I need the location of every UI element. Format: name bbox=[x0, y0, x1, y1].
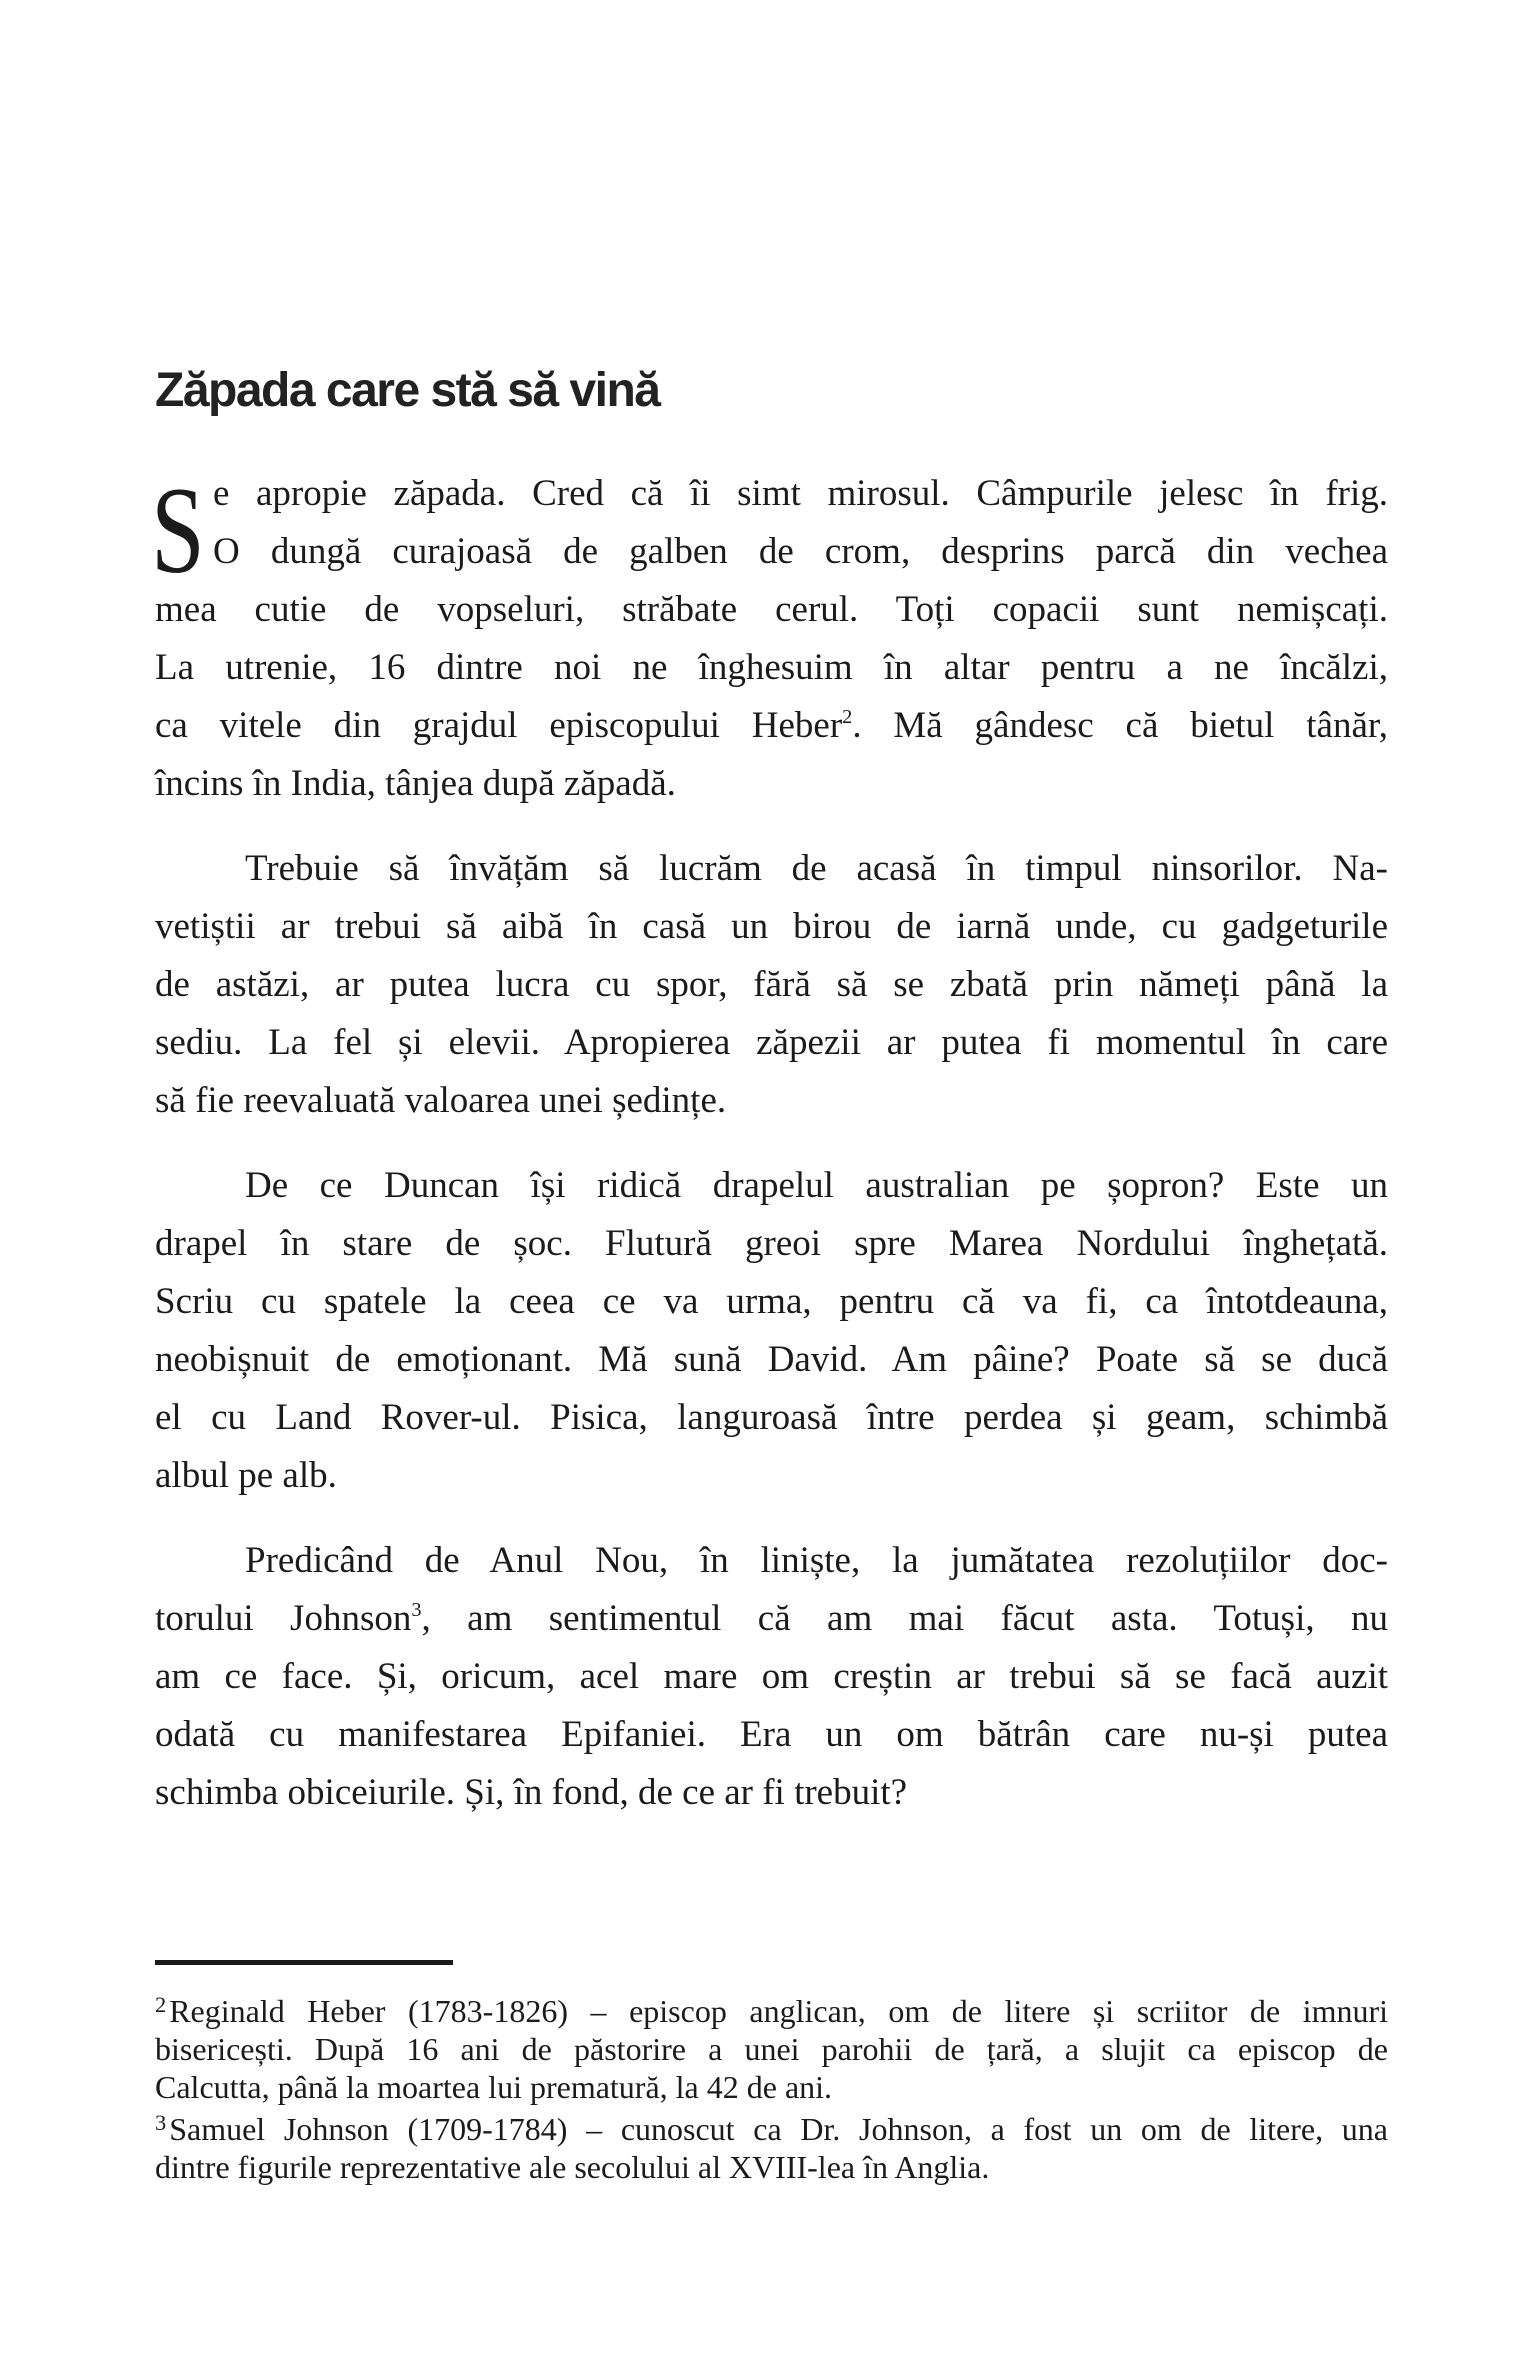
text-line: La utrenie, 16 dintre noi ne înghesuim în altar pentru a ne încălzi, bbox=[155, 647, 1388, 688]
text-line: de astăzi, ar putea lucra cu spor, fără să se zbată prin nămeți până la bbox=[155, 964, 1388, 1005]
footnote-ref-2[interactable]: 2 bbox=[842, 705, 853, 728]
footnotes bbox=[155, 1992, 1388, 2186]
text-line: sediu. La fel și elevii. Apropierea zăpezii ar putea fi momentul în care bbox=[155, 1022, 1388, 1063]
text-segment: Reginald Heber (1783-1826) – episcop anglican, om de litere și scriitor de imnuri bbox=[169, 1993, 1388, 2029]
text-line: mea cutie de vopseluri, străbate cerul. Toți copacii sunt nemișcați. bbox=[155, 589, 1388, 630]
text-line: vetiștii ar trebui să aibă în casă un birou de iarnă unde, cu gadgeturile bbox=[155, 906, 1388, 947]
footnote-number: 2 bbox=[155, 1991, 167, 2017]
text-line: schimba obiceiurile. Și, în fond, de ce ar fi trebuit? bbox=[155, 1772, 908, 1813]
text-line: O dungă curajoasă de galben de crom, desprins parcă din vechea bbox=[213, 531, 1388, 572]
footnote-ref-3[interactable]: 3 bbox=[411, 1598, 422, 1621]
text-line: drapel în stare de șoc. Flutură greoi spre Marea Nordului înghețată. bbox=[155, 1223, 1388, 1264]
footnote-3-line bbox=[155, 2110, 1388, 2148]
drop-cap: S bbox=[151, 462, 205, 599]
text-line bbox=[155, 1590, 1388, 1648]
footnote-separator bbox=[155, 1960, 453, 1965]
text-line: Scriu cu spatele la ceea ce va urma, pentru că va fi, ca întotdeauna, bbox=[155, 1281, 1388, 1322]
text-line: De ce Duncan își ridică drapelul australian pe șopron? Este un bbox=[245, 1165, 1388, 1206]
text-line: încins în India, tânjea după zăpadă. bbox=[155, 763, 676, 804]
text-line: Trebuie să învățăm să lucrăm de acasă în timpul ninsorilor. Na- bbox=[245, 848, 1388, 889]
text-line: e apropie zăpada. Cred că îi simt mirosul. Câmpurile jelesc în frig. bbox=[213, 473, 1388, 514]
footnote-number: 3 bbox=[155, 2109, 167, 2135]
footnote-2-line bbox=[155, 1992, 1388, 2030]
text-line: albul pe alb. bbox=[155, 1455, 337, 1496]
text-segment: ca vitele din grajdul episcopului Heber bbox=[155, 705, 843, 746]
text-segment: torului Johnson bbox=[155, 1598, 412, 1639]
text-segment: Samuel Johnson (1709-1784) – cunoscut ca Dr. Johnson, a fost un om de litere, una bbox=[169, 2111, 1388, 2147]
text-line: el cu Land Rover-ul. Pisica, languroasă între perdea și geam, schimbă bbox=[155, 1397, 1388, 1438]
text-line: odată cu manifestarea Epifaniei. Era un om bătrân care nu-și putea bbox=[155, 1714, 1388, 1755]
text-segment: , am sentimentul că am mai făcut asta. Totuși, nu bbox=[421, 1598, 1388, 1639]
footnote-3-line: dintre figurile reprezentative ale secolului al XVIII-lea în Anglia. bbox=[155, 2149, 990, 2185]
paragraph-3 bbox=[155, 1157, 1388, 1505]
footnote-2-line: bisericești. După 16 ani de păstorire a unei parohii de țară, a slujit ca episcop de bbox=[155, 2031, 1388, 2067]
text-line: neobișnuit de emoționant. Mă sună David. Am pâine? Poate să se ducă bbox=[155, 1339, 1388, 1380]
text-line: am ce face. Și, oricum, acel mare om creștin ar trebui să se facă auzit bbox=[155, 1656, 1388, 1697]
text-line bbox=[155, 697, 1388, 755]
paragraph-4 bbox=[155, 1532, 1388, 1822]
paragraph-1 bbox=[151, 462, 1388, 813]
text-segment: . Mă gândesc că bietul tânăr, bbox=[852, 705, 1388, 746]
text-line: să fie reevaluată valoarea unei ședințe. bbox=[155, 1080, 727, 1121]
footnote-2-line: Calcutta, până la moartea lui prematură, la 42 de ani. bbox=[155, 2069, 833, 2105]
paragraph-2 bbox=[155, 840, 1388, 1130]
chapter-title: Zăpada care stă să vină bbox=[155, 364, 660, 417]
text-line: Predicând de Anul Nou, în liniște, la jumătatea rezoluțiilor doc- bbox=[245, 1540, 1388, 1581]
